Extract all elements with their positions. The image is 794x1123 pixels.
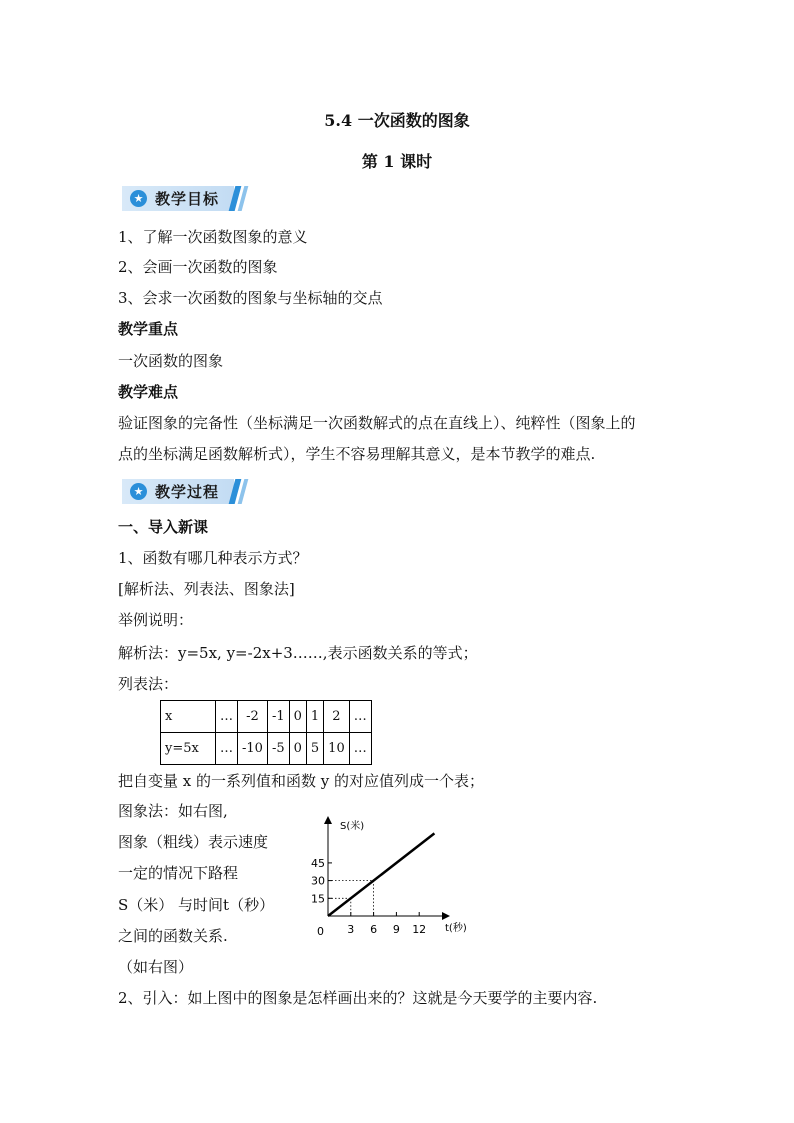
table-method-label: 列表法： bbox=[118, 675, 179, 693]
objectives-banner bbox=[122, 186, 248, 211]
origin-label: 0 bbox=[317, 925, 324, 938]
table-cell: 10 bbox=[324, 733, 350, 765]
table-cell: … bbox=[349, 701, 371, 733]
objective-item: 2、会画一次函数的图象 bbox=[118, 258, 278, 276]
table-cell: x bbox=[161, 701, 216, 733]
y-axis-label: S(米) bbox=[340, 821, 365, 832]
graph-method-text: 图象法：如右图, bbox=[118, 802, 228, 820]
graph-method-text: 之间的函数关系. bbox=[118, 927, 228, 945]
table-cell: … bbox=[216, 701, 238, 733]
table-cell: … bbox=[349, 733, 371, 765]
x-axis-label: t(秒) bbox=[445, 923, 467, 934]
graph-method-text: 图象（粗线）表示速度 bbox=[118, 833, 269, 851]
table-cell: -10 bbox=[238, 733, 268, 765]
table-cell: -5 bbox=[267, 733, 289, 765]
lesson-subtitle: 第 1 课时 bbox=[361, 152, 433, 171]
trophy-icon: ★ bbox=[130, 483, 147, 500]
x-tick-label: 12 bbox=[412, 923, 427, 936]
trophy-icon: ★ bbox=[130, 190, 147, 207]
table-cell: 0 bbox=[289, 701, 306, 733]
x-tick-label: 3 bbox=[347, 923, 355, 936]
objective-item: 1、了解一次函数图象的意义 bbox=[118, 228, 308, 246]
value-table bbox=[160, 700, 372, 765]
table-cell: … bbox=[216, 733, 238, 765]
table-cell: y=5x bbox=[161, 733, 216, 765]
section-heading: 一、导入新课 bbox=[118, 518, 209, 536]
graph-method-text: S（米） 与时间t（秒） bbox=[118, 896, 275, 914]
difficulty-heading: 教学难点 bbox=[118, 383, 179, 401]
graph-method-text: （如右图） bbox=[118, 958, 194, 976]
table-description: 把自变量 x 的一系列值和函数 y 的对应值列成一个表； bbox=[118, 772, 485, 790]
example-intro: 举例说明： bbox=[118, 611, 194, 629]
table-cell: -1 bbox=[267, 701, 289, 733]
key-points-heading: 教学重点 bbox=[118, 320, 179, 338]
table-cell: -2 bbox=[238, 701, 268, 733]
table-cell: 0 bbox=[289, 733, 306, 765]
series-line bbox=[328, 833, 434, 916]
difficulty-text-line: 验证图象的完备性（坐标满足一次函数解式的点在直线上）、纯粹性（图象上的 bbox=[118, 414, 636, 432]
x-tick-label: 9 bbox=[392, 923, 400, 936]
graph-method-text: 一定的情况下路程 bbox=[118, 864, 239, 882]
y-tick-label: 30 bbox=[311, 874, 325, 888]
objectives-banner-label: 教学目标 bbox=[155, 190, 220, 208]
process-banner bbox=[122, 479, 248, 504]
y-tick-label: 15 bbox=[311, 892, 325, 906]
table-cell: 5 bbox=[306, 733, 323, 765]
table-row bbox=[161, 701, 372, 733]
table-cell: 1 bbox=[306, 701, 323, 733]
objective-item: 3、会求一次函数的图象与坐标轴的交点 bbox=[118, 289, 383, 307]
table-row bbox=[161, 733, 372, 765]
difficulty-text-line: 点的坐标满足函数解析式），学生不容易理解其意义，是本节教学的难点. bbox=[118, 445, 596, 463]
table-cell: 2 bbox=[324, 701, 350, 733]
process-banner-label: 教学过程 bbox=[155, 483, 220, 501]
intro-text: 2、引入：如上图中的图象是怎样画出来的？这就是今天要学的主要内容. bbox=[118, 989, 598, 1007]
y-tick-label: 45 bbox=[311, 856, 325, 870]
distance-time-graph bbox=[300, 812, 480, 947]
analytic-method-text: 解析法：y=5x, y=-2x+3……,表示函数关系的等式； bbox=[118, 644, 478, 662]
answer-text: [解析法、列表法、图象法] bbox=[118, 580, 295, 598]
x-tick-label: 6 bbox=[370, 923, 378, 936]
question-text: 1、函数有哪几种表示方式？ bbox=[118, 549, 308, 567]
page-title: 5.4 一次函数的图象 bbox=[324, 111, 470, 130]
key-points-text: 一次函数的图象 bbox=[118, 352, 224, 370]
